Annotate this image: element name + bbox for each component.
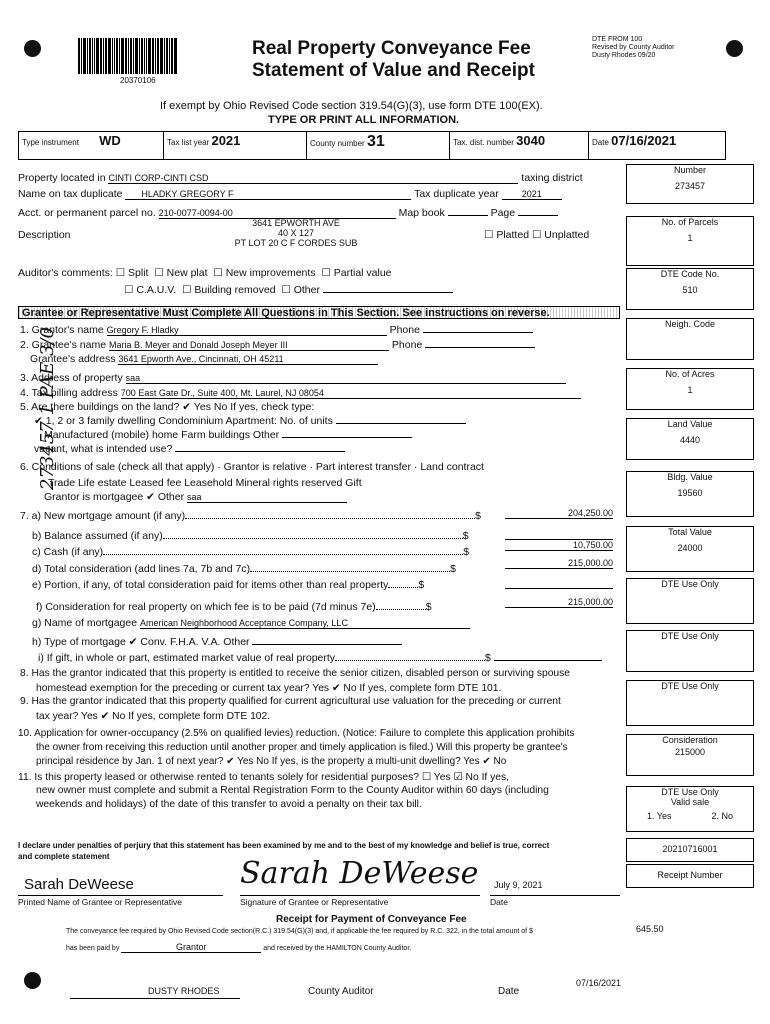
q5-line2: ✔ 1, 2 or 3 family dwelling Condominium Apartment: No. of units xyxy=(34,415,466,427)
conditions-other-field[interactable]: saa xyxy=(187,492,347,503)
q7f-value[interactable]: 215,000.00 xyxy=(505,597,613,608)
printed-name[interactable]: Sarah DeWeese xyxy=(24,876,134,893)
sidebar-land-value: Land Value 4440 xyxy=(626,418,754,460)
type-label: Type instrument xyxy=(22,138,79,147)
mortgagee-field[interactable]: American Neighborhood Acceptance Company, LLC xyxy=(140,618,470,629)
sidebar-receipt-number: Receipt Number xyxy=(626,864,754,888)
receipt-amount: 645.50 xyxy=(636,924,664,934)
q10-line2: the owner from receiving this reduction until another proper and timely application is filed.) Will this property be grantee's xyxy=(36,742,568,753)
q6-line2: Trade Life estate Leased fee Leasehold Mineral rights reserved Gift xyxy=(48,477,362,489)
exempt-note: If exempt by Ohio Revised Code section 319.54(G)(3), use form DTE 100(EX). xyxy=(160,100,543,112)
q7d-value[interactable]: 215,000.00 xyxy=(505,558,613,569)
description-value: 3641 EPWORTH AVE 40 X 127 PT LOT 20 C F CORDES SUB xyxy=(234,218,358,248)
barcode xyxy=(78,38,178,74)
parcel-field[interactable]: 210-0077-0094-00 xyxy=(159,208,396,219)
q10-line1: 10. Application for owner-occupancy (2.5% on qualified levies) reduction. (Notice: Failure to complete this application prohibits xyxy=(18,728,575,739)
property-located-field[interactable]: CINTI CORP-CINTI CSD xyxy=(108,173,518,184)
q7a-value[interactable]: 204,250.00 xyxy=(505,508,613,519)
description-label: Description xyxy=(18,229,71,241)
sidebar-dte-code: DTE Code No. 510 xyxy=(626,268,754,310)
auditor-comments-2: ☐ C.A.U.V. ☐ Building removed ☐ Other xyxy=(124,284,453,296)
sign-date[interactable]: July 9, 2021 xyxy=(494,880,543,890)
q5-line1: 5. Are there buildings on the land? ✔ Yes No If yes, check type: xyxy=(20,401,315,413)
taxlist-value: 2021 xyxy=(211,133,241,148)
q11-line2: new owner must complete and submit a Rental Registration Form to the County Auditor within 60 days (including xyxy=(36,785,549,796)
q2-address: Grantee's address 3641 Epworth Ave., Cincinnati, OH 45211 xyxy=(30,353,378,365)
punch-hole-icon xyxy=(24,972,41,989)
taxdist-value: 3040 xyxy=(516,133,546,148)
sidebar-number: Number 273457 xyxy=(626,164,754,204)
sidebar-acres: No. of Acres 1 xyxy=(626,368,754,410)
q4-tax-billing: 4. Tax billing address 700 East Gate Dr., Suite 400, Mt. Laurel, NJ 08054 xyxy=(20,387,581,399)
q7a: 7. a) New mortgage amount (if any) $ xyxy=(20,510,481,522)
signature: Sarah DeWeese xyxy=(240,856,479,891)
q7d: d) Total consideration (add lines 7a, 7b and 7c) $ xyxy=(32,563,456,575)
sidebar-valid-sale: DTE Use Only Valid sale 1. Yes 2. No xyxy=(626,786,754,832)
sidebar-neigh-code: Neigh. Code xyxy=(626,318,754,360)
q7b: b) Balance assumed (if any) $ xyxy=(32,530,469,542)
name-field[interactable]: HLADKY GREGORY F xyxy=(125,189,411,200)
date-label: Date xyxy=(592,138,609,147)
q7f: f) Consideration for real property on which fee is to be paid (7d minus 7e) $ xyxy=(36,601,432,613)
q9-line1: 9. Has the grantor indicated that this property qualified for current agricultural use valuation for the preceding or current xyxy=(20,696,561,707)
barcode-number: 20370106 xyxy=(120,76,156,85)
sidebar-dte-use-3: DTE Use Only xyxy=(626,680,754,726)
q7c-value[interactable]: 10,750.00 xyxy=(505,540,613,551)
date-value: 07/16/2021 xyxy=(611,133,677,148)
sidebar-bldg-value: Bldg. Value 19560 xyxy=(626,471,754,517)
taxdist-label: Tax. dist. number xyxy=(453,138,514,147)
q1-grantor: 1. Grantor's name Gregory F. Hladky Phone xyxy=(20,324,533,336)
header-table xyxy=(18,131,726,160)
receipt-date-label: Date xyxy=(498,986,520,997)
platted-options[interactable]: ☐ Platted ☐ Unplatted xyxy=(484,229,590,241)
q7e-value[interactable] xyxy=(505,577,613,589)
q7b-value[interactable] xyxy=(505,528,613,540)
form-title-line1: Real Property Conveyance Fee xyxy=(252,38,531,59)
dte-form-info: DTE FROM 100 Revised by County Auditor Dusty Rhodes 09/20 xyxy=(592,36,675,59)
q8-line1: 8. Has the grantor indicated that this property is entitled to receive the senior citizen, disabled person or surviving spouse xyxy=(20,668,571,679)
q10-line3: principal residence by Jan. 1 of next year? ✔ Yes No If yes, is the property a multi-unit dwelling? Yes ✔ No xyxy=(36,756,507,767)
section-header: Grantee or Representative Must Complete All Questions in This Section. See instructions on reverse. xyxy=(18,306,620,319)
auditor-sig-line xyxy=(70,998,240,999)
parcel-row: Acct. or permanent parcel no. 210-0077-0094-00 Map book Page xyxy=(18,207,558,219)
q5-line3: Manufactured (mobile) home Farm buildings Other xyxy=(44,429,412,441)
taxlist-label: Tax list year xyxy=(167,138,210,147)
grantor-name-field[interactable]: Gregory F. Hladky xyxy=(107,325,387,336)
signature-label: Signature of Grantee or Representative xyxy=(240,895,480,907)
q6-line3: Grantor is mortgagee ✔ Other saa xyxy=(44,491,347,503)
q7i: i) If gift, in whole or part, estimated market value of real property $ xyxy=(38,652,602,664)
tax-year-field[interactable]: 2021 xyxy=(502,189,562,200)
q7g: g) Name of mortgagee American Neighborhood Acceptance Company, LLC xyxy=(32,617,470,629)
auditor-comments: Auditor's comments: ☐ Split ☐ New plat ☐ New improvements ☐ Partial value xyxy=(18,267,392,279)
q5-line4: vacant, what is intended use? xyxy=(34,443,345,455)
sidebar-total-value: Total Value 24000 xyxy=(626,526,754,572)
type-value: WD xyxy=(99,133,121,148)
tax-duplicate-name: Name on tax duplicate HLADKY GREGORY F Tax duplicate year 2021 xyxy=(18,188,562,200)
auditor-name: DUSTY RHODES xyxy=(148,986,220,996)
receipt-date-value: 07/16/2021 xyxy=(576,978,622,988)
county-value: 31 xyxy=(366,133,385,150)
sidebar-doc-number: 20210716001 xyxy=(626,838,754,862)
q3-property-address: 3. Address of property saa xyxy=(20,372,566,384)
sign-date-label: Date xyxy=(490,895,620,907)
form-title-line2: Statement of Value and Receipt xyxy=(252,60,535,81)
q7c: c) Cash (if any) $ xyxy=(32,546,470,558)
grantee-address-field[interactable]: 3641 Epworth Ave., Cincinnati, OH 45211 xyxy=(118,354,378,365)
q2-grantee: 2. Grantee's name Maria B. Meyer and Donald Joseph Meyer III Phone xyxy=(20,339,535,351)
receipt-line1: The conveyance fee required by Ohio Revised Code section(R.C.) 319.54(G)(3) and, if applicable the fee required by R.C. 322, in the total amount of $ xyxy=(66,928,533,935)
printed-name-label: Printed Name of Grantee or Representative xyxy=(18,895,223,907)
sidebar-consideration: Consideration 215000 xyxy=(626,734,754,776)
q7e: e) Portion, if any, of total consideration paid for items other than real property $ xyxy=(32,579,425,591)
q9-line2: tax year? Yes ✔ No If yes, complete form DTE 102. xyxy=(36,711,271,722)
county-auditor-label: County Auditor xyxy=(308,986,374,997)
property-located: Property located in CINTI CORP-CINTI CSD taxing district xyxy=(18,172,583,184)
receipt-line2: has been paid by Grantor and received by the HAMILTON County Auditor. xyxy=(66,942,412,952)
q11-line3: weekends and holidays) of the date of this transfer to avoid a penalty on their tax bill. xyxy=(36,799,422,810)
receipt-title: Receipt for Payment of Conveyance Fee xyxy=(276,914,467,925)
sidebar-dte-use-1: DTE Use Only xyxy=(626,578,754,624)
q6-line1: 6. Conditions of sale (check all that apply) · Grantor is relative · Part interest transfer · Land contract xyxy=(20,461,484,473)
punch-hole-icon xyxy=(726,40,743,57)
q7h: h) Type of mortgage ✔ Conv. F.H.A. V.A. Other xyxy=(32,636,402,648)
type-print-note: TYPE OR PRINT ALL INFORMATION. xyxy=(268,114,460,126)
grantee-name-field[interactable]: Maria B. Meyer and Donald Joseph Meyer III xyxy=(109,340,389,351)
county-label: County number xyxy=(310,139,365,148)
q8-line2: homestead exemption for the preceding or current tax year? Yes ✔ No If yes, complete form DTE 101. xyxy=(36,683,502,694)
declaration-line2: and complete statement xyxy=(18,852,110,861)
property-address-field[interactable]: saa xyxy=(126,373,566,384)
tax-billing-field[interactable]: 700 East Gate Dr., Suite 400, Mt. Laurel, NJ 08054 xyxy=(121,388,581,399)
margin-handwritten-note: 273457 1 PAE 3/0 xyxy=(36,327,58,490)
q11-line1: 11. Is this property leased or otherwise rented to tenants solely for residential purposes? ☐ Yes ☑ No If yes, xyxy=(18,772,510,783)
punch-hole-icon xyxy=(24,40,41,57)
declaration-line1: I declare under penalties of perjury that this statement has been examined by me and to the best of my knowledge and belief is true, correct xyxy=(18,841,550,850)
sidebar-parcels: No. of Parcels 1 xyxy=(626,216,754,266)
sidebar-dte-use-2: DTE Use Only xyxy=(626,630,754,672)
